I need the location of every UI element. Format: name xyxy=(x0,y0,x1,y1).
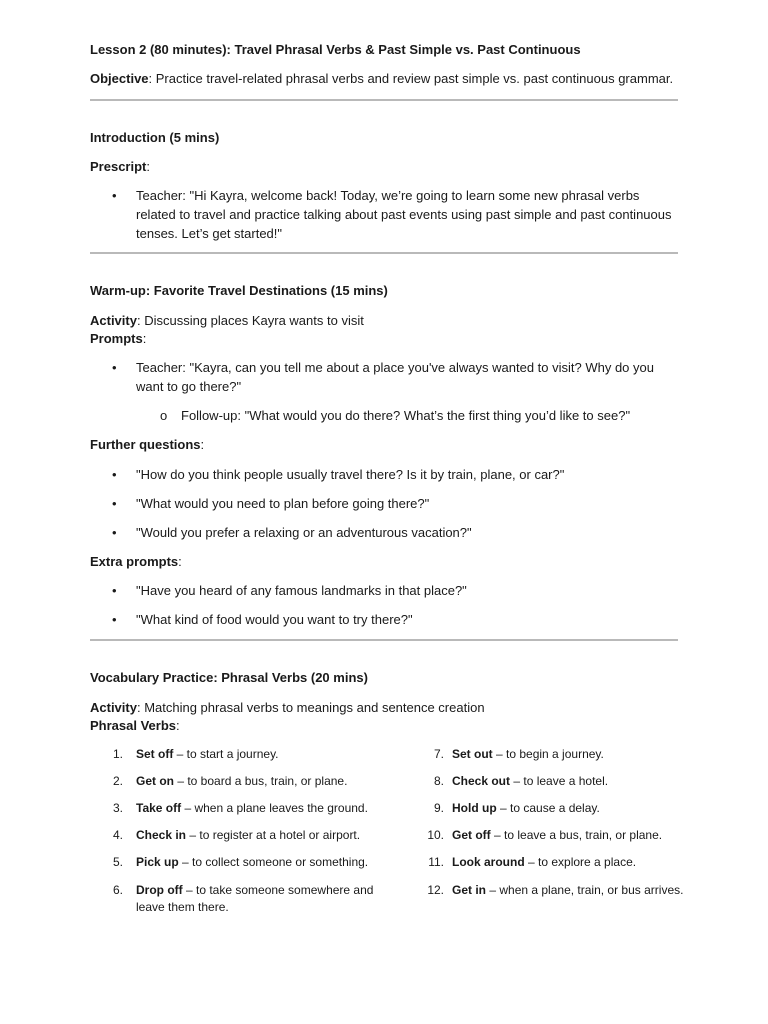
bullet-icon: • xyxy=(112,467,117,482)
prompts-label: Prompts xyxy=(90,331,143,346)
bullet-icon: • xyxy=(112,525,117,540)
verb-term: Get on xyxy=(136,774,174,788)
section-divider xyxy=(90,99,678,101)
verb-meaning: – to leave a bus, train, or plane. xyxy=(490,828,663,842)
phrasal-verb-item xyxy=(452,773,608,790)
bullet-icon: • xyxy=(112,360,117,375)
bullet-icon: • xyxy=(112,583,117,598)
verb-term: Get in xyxy=(452,883,487,897)
verb-term: Hold up xyxy=(452,801,497,815)
verb-number: 4. xyxy=(112,828,123,842)
prompts-line xyxy=(90,330,146,347)
introduction-heading: Introduction (5 mins) xyxy=(90,130,220,145)
phrasal-verb-item xyxy=(136,854,368,871)
verb-term: Check in xyxy=(136,828,187,842)
verb-meaning: – to explore a place. xyxy=(524,855,637,869)
verb-number: 8. xyxy=(433,774,444,788)
extra-prompt-item: "What kind of food would you want to try there?" xyxy=(136,612,413,627)
vocabulary-activity-text: : Matching phrasal verbs to meanings and sentence creation xyxy=(136,700,485,715)
further-questions-label: Further questions xyxy=(90,437,201,452)
verb-number: 12. xyxy=(427,883,444,897)
verb-number: 2. xyxy=(112,774,123,788)
verb-number: 9. xyxy=(433,801,444,815)
phrasal-verb-item xyxy=(136,746,279,763)
phrasal-verb-item xyxy=(452,746,604,763)
vocabulary-heading: Vocabulary Practice: Phrasal Verbs (20 mins) xyxy=(90,670,368,685)
verb-term: Pick up xyxy=(136,855,179,869)
verb-meaning: – to collect someone or something. xyxy=(178,855,369,869)
verb-meaning: – when a plane leaves the ground. xyxy=(181,801,368,815)
extra-prompts-line xyxy=(90,553,182,570)
verb-meaning: – to begin a journey. xyxy=(492,747,604,761)
verb-number: 3. xyxy=(112,801,123,815)
warmup-teacher-prompt: Teacher: "Kayra, can you tell me about a place you've always wanted to visit? Why do you want to go there?" xyxy=(136,360,654,394)
verb-term: Check out xyxy=(452,774,511,788)
verb-term: Set out xyxy=(452,747,493,761)
activity-label: Activity xyxy=(90,700,137,715)
section-divider xyxy=(90,252,678,254)
objective-text: : Practice travel-related phrasal verbs and review past simple vs. past continuous grammar. xyxy=(148,71,674,86)
verb-term: Take off xyxy=(136,801,182,815)
verb-term: Drop off xyxy=(136,883,183,897)
verb-term: Look around xyxy=(452,855,525,869)
phrasal-verb-item xyxy=(136,800,368,817)
phrasal-verbs-line xyxy=(90,717,180,734)
lesson-title: Lesson 2 (80 minutes): Travel Phrasal Verbs & Past Simple vs. Past Continuous xyxy=(90,42,581,57)
extra-prompts-colon: : xyxy=(178,554,182,569)
verb-meaning: – to register at a hotel or airport. xyxy=(186,828,361,842)
bullet-icon: • xyxy=(112,612,117,627)
extra-prompts-label: Extra prompts xyxy=(90,554,179,569)
verb-number: 6. xyxy=(112,883,123,897)
prescript-line xyxy=(90,158,150,175)
prescript-label: Prescript xyxy=(90,159,147,174)
verb-term: Set off xyxy=(136,747,174,761)
verb-meaning: – to take someone somewhere and leave them there. xyxy=(136,883,374,914)
verb-number: 11. xyxy=(428,855,444,869)
verb-meaning: – to cause a delay. xyxy=(496,801,600,815)
verb-term: Get off xyxy=(452,828,491,842)
verb-number: 5. xyxy=(112,855,123,869)
bullet-icon: • xyxy=(112,188,117,203)
phrasal-verb-item xyxy=(452,827,662,844)
extra-prompt-item: "Have you heard of any famous landmarks in that place?" xyxy=(136,583,467,598)
bullet-icon: • xyxy=(112,496,117,511)
verb-number: 1. xyxy=(112,747,123,761)
phrasal-verbs-colon: : xyxy=(176,718,180,733)
intro-teacher-line: Teacher: "Hi Kayra, welcome back! Today, we’re going to learn some new phrasal verbs related to travel and practice talking about past events using past simple and past continuous tenses. Let’s get started!" xyxy=(136,188,672,241)
objective-line xyxy=(90,70,673,87)
phrasal-verbs-label: Phrasal Verbs xyxy=(90,718,176,733)
further-question-item: "What would you need to plan before going there?" xyxy=(136,496,430,511)
phrasal-verb-item xyxy=(452,854,636,871)
verb-number: 10. xyxy=(427,828,444,842)
phrasal-verb-item xyxy=(136,882,381,916)
prompts-colon: : xyxy=(142,331,147,346)
section-divider xyxy=(90,639,678,641)
warmup-activity-text: : Discussing places Kayra wants to visit xyxy=(136,313,364,328)
verb-meaning: – when a plane, train, or bus arrives. xyxy=(486,883,684,897)
phrasal-verb-item xyxy=(136,773,347,790)
sub-bullet-icon: o xyxy=(160,408,168,423)
warmup-followup: Follow-up: "What would you do there? What’s the first thing you’d like to see?" xyxy=(181,408,631,423)
verb-meaning: – to board a bus, train, or plane. xyxy=(174,774,348,788)
activity-label: Activity xyxy=(90,313,137,328)
warmup-heading: Warm-up: Favorite Travel Destinations (15 mins) xyxy=(90,283,388,298)
phrasal-verb-item xyxy=(136,827,360,844)
prescript-colon: : xyxy=(146,159,150,174)
further-question-item: "How do you think people usually travel there? Is it by train, plane, or car?" xyxy=(136,467,565,482)
phrasal-verb-item xyxy=(452,800,600,817)
verb-meaning: – to start a journey. xyxy=(173,747,279,761)
objective-label: Objective xyxy=(90,71,149,86)
phrasal-verb-item xyxy=(452,882,683,899)
warmup-activity-line xyxy=(90,312,364,329)
further-questions-colon: : xyxy=(200,437,205,452)
verb-meaning: – to leave a hotel. xyxy=(510,774,609,788)
verb-number: 7. xyxy=(433,747,444,761)
vocabulary-activity-line xyxy=(90,699,485,716)
further-question-item: "Would you prefer a relaxing or an adventurous vacation?" xyxy=(136,525,472,540)
further-questions-line xyxy=(90,436,204,453)
